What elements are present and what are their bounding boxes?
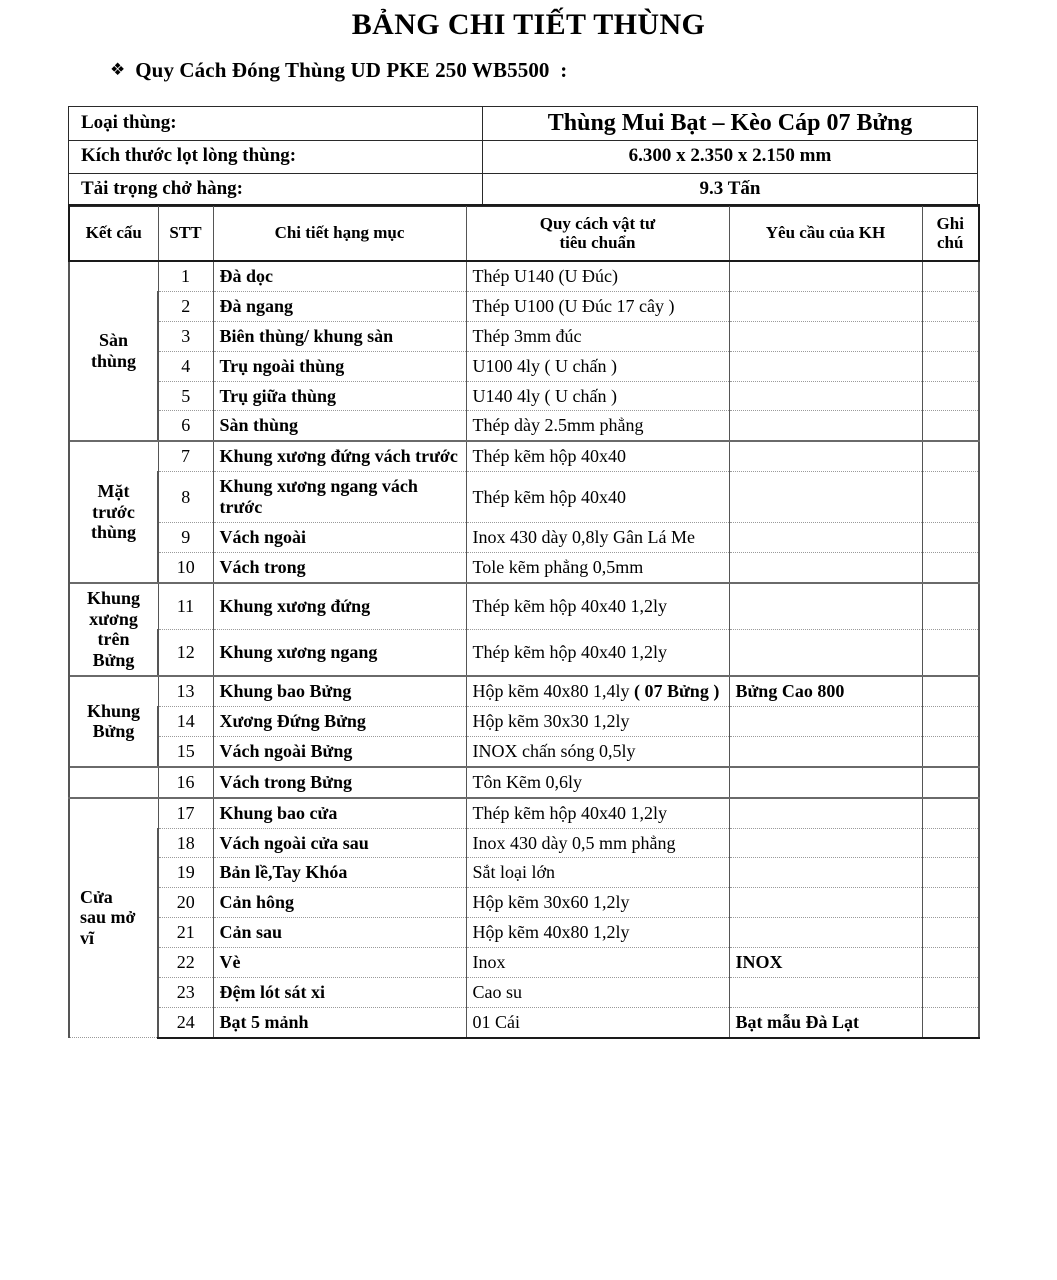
cell-note: [922, 522, 979, 552]
cell-customer-request: [729, 736, 922, 766]
standard-spec-text: Hộp kẽm 40x80 1,2ly: [472, 922, 630, 943]
cell-customer-request: [729, 828, 922, 858]
cell-note: [922, 736, 979, 766]
cell-customer-request: Bửng Cao 800: [729, 676, 922, 706]
cell-standard-spec: [466, 291, 729, 321]
cell-index: 24: [158, 1007, 213, 1037]
cell-item-name: Bản lề,Tay Khóa: [213, 858, 466, 888]
cell-note: [922, 381, 979, 411]
subtitle-label: Quy Cách Đóng Thùng UD PKE 250 WB5500 :: [135, 58, 568, 82]
column-header-quycach-line1: Quy cách vật tư: [539, 213, 656, 233]
cell-standard-spec: [466, 552, 729, 582]
box-info-label: Loại thùng:: [69, 107, 483, 141]
standard-spec-emphasis: ( 07 Bửng ): [634, 681, 720, 702]
cell-item-name: Trụ giữa thùng: [213, 381, 466, 411]
cell-note: [922, 977, 979, 1007]
box-info-row: [69, 174, 978, 207]
structure-group-line: Mặt: [97, 480, 130, 501]
column-header-quycach-line2: tiêu chuẩn: [559, 233, 636, 252]
standard-spec-text: Hộp kẽm 30x30 1,2ly: [472, 711, 630, 731]
page-title: BẢNG CHI TIẾT THÙNG: [351, 8, 706, 41]
structure-group-line: Sàn: [98, 330, 129, 351]
box-info-label: Tải trọng chở hàng:: [69, 174, 483, 207]
table-row: [69, 858, 979, 888]
cell-item-name: Khung bao Bửng: [213, 676, 466, 706]
cell-structure-group: [69, 676, 158, 767]
cell-standard-spec: [466, 411, 729, 441]
cell-standard-spec: [466, 707, 729, 737]
structure-group-line: thùng: [90, 351, 137, 372]
box-info-value: Thùng Mui Bạt – Kèo Cáp 07 Bửng: [483, 107, 978, 141]
cell-item-name: Vách trong Bửng: [213, 767, 466, 798]
cell-standard-spec: [466, 472, 729, 523]
standard-spec-text: Tôn Kẽm 0,6ly: [472, 771, 582, 792]
standard-spec-text: Thép kẽm hộp 40x40 1,2ly: [472, 595, 667, 616]
cell-index: 9: [158, 522, 213, 552]
table-row: [69, 261, 979, 291]
spec-table: [68, 204, 980, 1039]
structure-group-line: sau mở: [80, 907, 136, 928]
cell-index: 13: [158, 676, 213, 706]
table-row: [69, 291, 979, 321]
standard-spec-text: Inox 430 dày 0,8ly Gân Lá Me: [472, 526, 695, 547]
cell-customer-request: [729, 707, 922, 737]
cell-customer-request: [729, 583, 922, 630]
cell-index: 8: [158, 472, 213, 523]
cell-note: [922, 441, 979, 471]
cell-note: [922, 583, 979, 630]
table-row: [69, 736, 979, 766]
cell-index: 1: [158, 261, 213, 291]
cell-structure-group: [69, 767, 158, 798]
cell-note: [922, 676, 979, 706]
column-header-ghichu: [922, 205, 979, 261]
cell-customer-request: [729, 798, 922, 828]
standard-spec-text: Thép kẽm hộp 40x40: [472, 486, 626, 507]
table-row: [69, 351, 979, 381]
table-row: [69, 918, 979, 948]
cell-item-name: Vách trong: [213, 552, 466, 582]
standard-spec-text: Thép kẽm hộp 40x40 1,2ly: [472, 802, 667, 823]
cell-index: 15: [158, 736, 213, 766]
cell-index: 23: [158, 977, 213, 1007]
cell-item-name: Xương Đứng Bửng: [213, 707, 466, 737]
cell-index: 6: [158, 411, 213, 441]
cell-item-name: Đệm lót sát xi: [213, 977, 466, 1007]
cell-structure-group: [69, 798, 158, 1038]
subtitle: [110, 58, 1057, 83]
cell-item-name: Vách ngoài Bửng: [213, 736, 466, 766]
table-row: [69, 707, 979, 737]
cell-item-name: Khung bao cửa: [213, 798, 466, 828]
table-row: [69, 441, 979, 471]
cell-item-name: Khung xương đứng: [213, 583, 466, 630]
cell-note: [922, 321, 979, 351]
cell-standard-spec: [466, 441, 729, 471]
structure-group-line: vĩ: [80, 928, 95, 949]
cell-customer-request: [729, 522, 922, 552]
table-row: [69, 767, 979, 798]
cell-note: [922, 767, 979, 798]
cell-note: [922, 858, 979, 888]
cell-index: 17: [158, 798, 213, 828]
box-info-label: Kích thước lọt lòng thùng:: [69, 141, 483, 174]
column-header-quycach: [466, 205, 729, 261]
cell-standard-spec: [466, 261, 729, 291]
box-info-value: 9.3 Tấn: [483, 174, 978, 207]
cell-note: [922, 707, 979, 737]
cell-index: 12: [158, 629, 213, 676]
cell-customer-request: [729, 411, 922, 441]
cell-customer-request: Bạt mẫu Đà Lạt: [729, 1007, 922, 1037]
table-row: [69, 828, 979, 858]
cell-index: 3: [158, 321, 213, 351]
structure-group-line: thùng: [90, 522, 137, 543]
table-row: [69, 888, 979, 918]
cell-note: [922, 1007, 979, 1037]
cell-customer-request: [729, 351, 922, 381]
cell-structure-group: [69, 583, 158, 677]
cell-item-name: Khung xương ngang: [213, 629, 466, 676]
column-header-ghichu-line2: chú: [937, 233, 964, 252]
standard-spec-text: U100 4ly ( U chấn ): [472, 355, 617, 376]
cell-standard-spec: [466, 1007, 729, 1037]
box-info-row: [69, 107, 978, 141]
cell-standard-spec: [466, 798, 729, 828]
table-row: [69, 552, 979, 582]
cell-index: 19: [158, 858, 213, 888]
structure-group-line: xương: [89, 608, 138, 629]
cell-item-name: Đà ngang: [213, 291, 466, 321]
cell-customer-request: [729, 858, 922, 888]
structure-group-line: Bửng: [92, 650, 135, 671]
cell-item-name: Trụ ngoài thùng: [213, 351, 466, 381]
cell-item-name: Vè: [213, 948, 466, 978]
cell-customer-request: [729, 767, 922, 798]
cell-standard-spec: [466, 767, 729, 798]
cell-item-name: Đà dọc: [213, 261, 466, 291]
table-row: [69, 583, 979, 630]
cell-standard-spec: [466, 858, 729, 888]
structure-group-line: Cửa: [80, 886, 113, 907]
structure-group-line: Khung: [86, 700, 141, 721]
table-row: [69, 1007, 979, 1037]
cell-note: [922, 629, 979, 676]
standard-spec-text: Thép dày 2.5mm phẳng: [472, 415, 644, 436]
table-row: [69, 977, 979, 1007]
cell-structure-group: [69, 261, 158, 441]
cell-customer-request: [729, 472, 922, 523]
table-header-row: [69, 205, 979, 261]
box-info-row: [69, 141, 978, 174]
standard-spec-text: Hộp kẽm 30x60 1,2ly: [472, 892, 630, 913]
cell-index: 5: [158, 381, 213, 411]
table-row: [69, 321, 979, 351]
cell-customer-request: [729, 977, 922, 1007]
spec-table-body: [69, 261, 979, 1038]
column-header-ghichu-line1: Ghi: [936, 213, 964, 233]
cell-note: [922, 888, 979, 918]
cell-customer-request: [729, 918, 922, 948]
cell-index: 21: [158, 918, 213, 948]
cell-index: 16: [158, 767, 213, 798]
cell-customer-request: [729, 381, 922, 411]
cell-standard-spec: [466, 522, 729, 552]
standard-spec-text: Tole kẽm phẳng 0,5mm: [472, 556, 644, 577]
cell-customer-request: [729, 321, 922, 351]
standard-spec-text: Hộp kẽm 40x80 1,4ly: [472, 681, 634, 702]
cell-standard-spec: [466, 676, 729, 706]
table-row: [69, 629, 979, 676]
column-header-ketcau: Kết cấu: [69, 205, 158, 261]
cell-note: [922, 552, 979, 582]
cell-item-name: Sàn thùng: [213, 411, 466, 441]
cell-note: [922, 291, 979, 321]
cell-index: 2: [158, 291, 213, 321]
cell-customer-request: [729, 629, 922, 676]
table-row: [69, 522, 979, 552]
cell-note: [922, 948, 979, 978]
cell-note: [922, 828, 979, 858]
cell-customer-request: [729, 552, 922, 582]
column-header-chitiet: Chi tiết hạng mục: [213, 205, 466, 261]
cell-standard-spec: [466, 977, 729, 1007]
cell-index: 22: [158, 948, 213, 978]
cell-index: 20: [158, 888, 213, 918]
structure-group-line: trước: [92, 501, 135, 522]
standard-spec-text: Inox 430 dày 0,5 mm phẳng: [472, 832, 676, 853]
floret-bullet-icon: ❖: [110, 60, 126, 79]
structure-group-line: Bửng: [92, 721, 135, 742]
table-row: [69, 676, 979, 706]
table-row: [69, 381, 979, 411]
cell-item-name: Bạt 5 mảnh: [213, 1007, 466, 1037]
cell-note: [922, 351, 979, 381]
standard-spec-text: U140 4ly ( U chấn ): [472, 385, 617, 406]
cell-standard-spec: [466, 351, 729, 381]
cell-note: [922, 798, 979, 828]
standard-spec-text: Thép kẽm hộp 40x40: [472, 446, 626, 467]
cell-standard-spec: [466, 629, 729, 676]
cell-item-name: Cản sau: [213, 918, 466, 948]
cell-note: [922, 472, 979, 523]
box-info-value: 6.300 x 2.350 x 2.150 mm: [483, 141, 978, 174]
cell-item-name: Vách ngoài: [213, 522, 466, 552]
cell-customer-request: [729, 291, 922, 321]
standard-spec-text: Sắt loại lớn: [472, 862, 556, 883]
cell-item-name: Khung xương ngang vách trước: [213, 472, 466, 523]
table-row: [69, 948, 979, 978]
standard-spec-text: Thép U140 (U Đúc): [472, 266, 618, 286]
standard-spec-text: Thép kẽm hộp 40x40 1,2ly: [472, 642, 667, 663]
cell-standard-spec: [466, 321, 729, 351]
standard-spec-text: Cao su: [472, 981, 522, 1002]
cell-customer-request: INOX: [729, 948, 922, 978]
cell-customer-request: [729, 261, 922, 291]
standard-spec-text: Thép U100 (U Đúc 17 cây ): [472, 295, 675, 316]
column-header-yeucau: Yêu cầu của KH: [729, 205, 922, 261]
standard-spec-text: INOX chấn sóng 0,5ly: [472, 740, 636, 761]
cell-customer-request: [729, 441, 922, 471]
structure-group-line: Khung: [86, 587, 141, 608]
table-row: [69, 411, 979, 441]
cell-standard-spec: [466, 381, 729, 411]
standard-spec-text: 01 Cái: [472, 1011, 520, 1032]
cell-item-name: Biên thùng/ khung sàn: [213, 321, 466, 351]
cell-standard-spec: [466, 918, 729, 948]
standard-spec-text: Thép 3mm đúc: [472, 325, 582, 346]
cell-customer-request: [729, 888, 922, 918]
cell-index: 11: [158, 583, 213, 630]
cell-index: 10: [158, 552, 213, 582]
cell-standard-spec: [466, 736, 729, 766]
spec-table-head: [69, 205, 979, 261]
table-row: [69, 472, 979, 523]
cell-note: [922, 918, 979, 948]
cell-index: 14: [158, 707, 213, 737]
cell-note: [922, 261, 979, 291]
cell-structure-group: [69, 441, 158, 582]
box-info-table: [68, 106, 978, 207]
table-row: [69, 798, 979, 828]
box-info-body: [69, 107, 978, 207]
cell-standard-spec: [466, 583, 729, 630]
cell-item-name: Cản hông: [213, 888, 466, 918]
cell-standard-spec: [466, 888, 729, 918]
cell-index: 18: [158, 828, 213, 858]
standard-spec-text: Inox: [472, 952, 506, 972]
cell-note: [922, 411, 979, 441]
cell-item-name: Khung xương đứng vách trước: [213, 441, 466, 471]
column-header-stt: STT: [158, 205, 213, 261]
cell-standard-spec: [466, 948, 729, 978]
structure-group-line: trên: [97, 629, 130, 650]
cell-item-name: Vách ngoài cửa sau: [213, 828, 466, 858]
cell-index: 4: [158, 351, 213, 381]
cell-index: 7: [158, 441, 213, 471]
cell-standard-spec: [466, 828, 729, 858]
